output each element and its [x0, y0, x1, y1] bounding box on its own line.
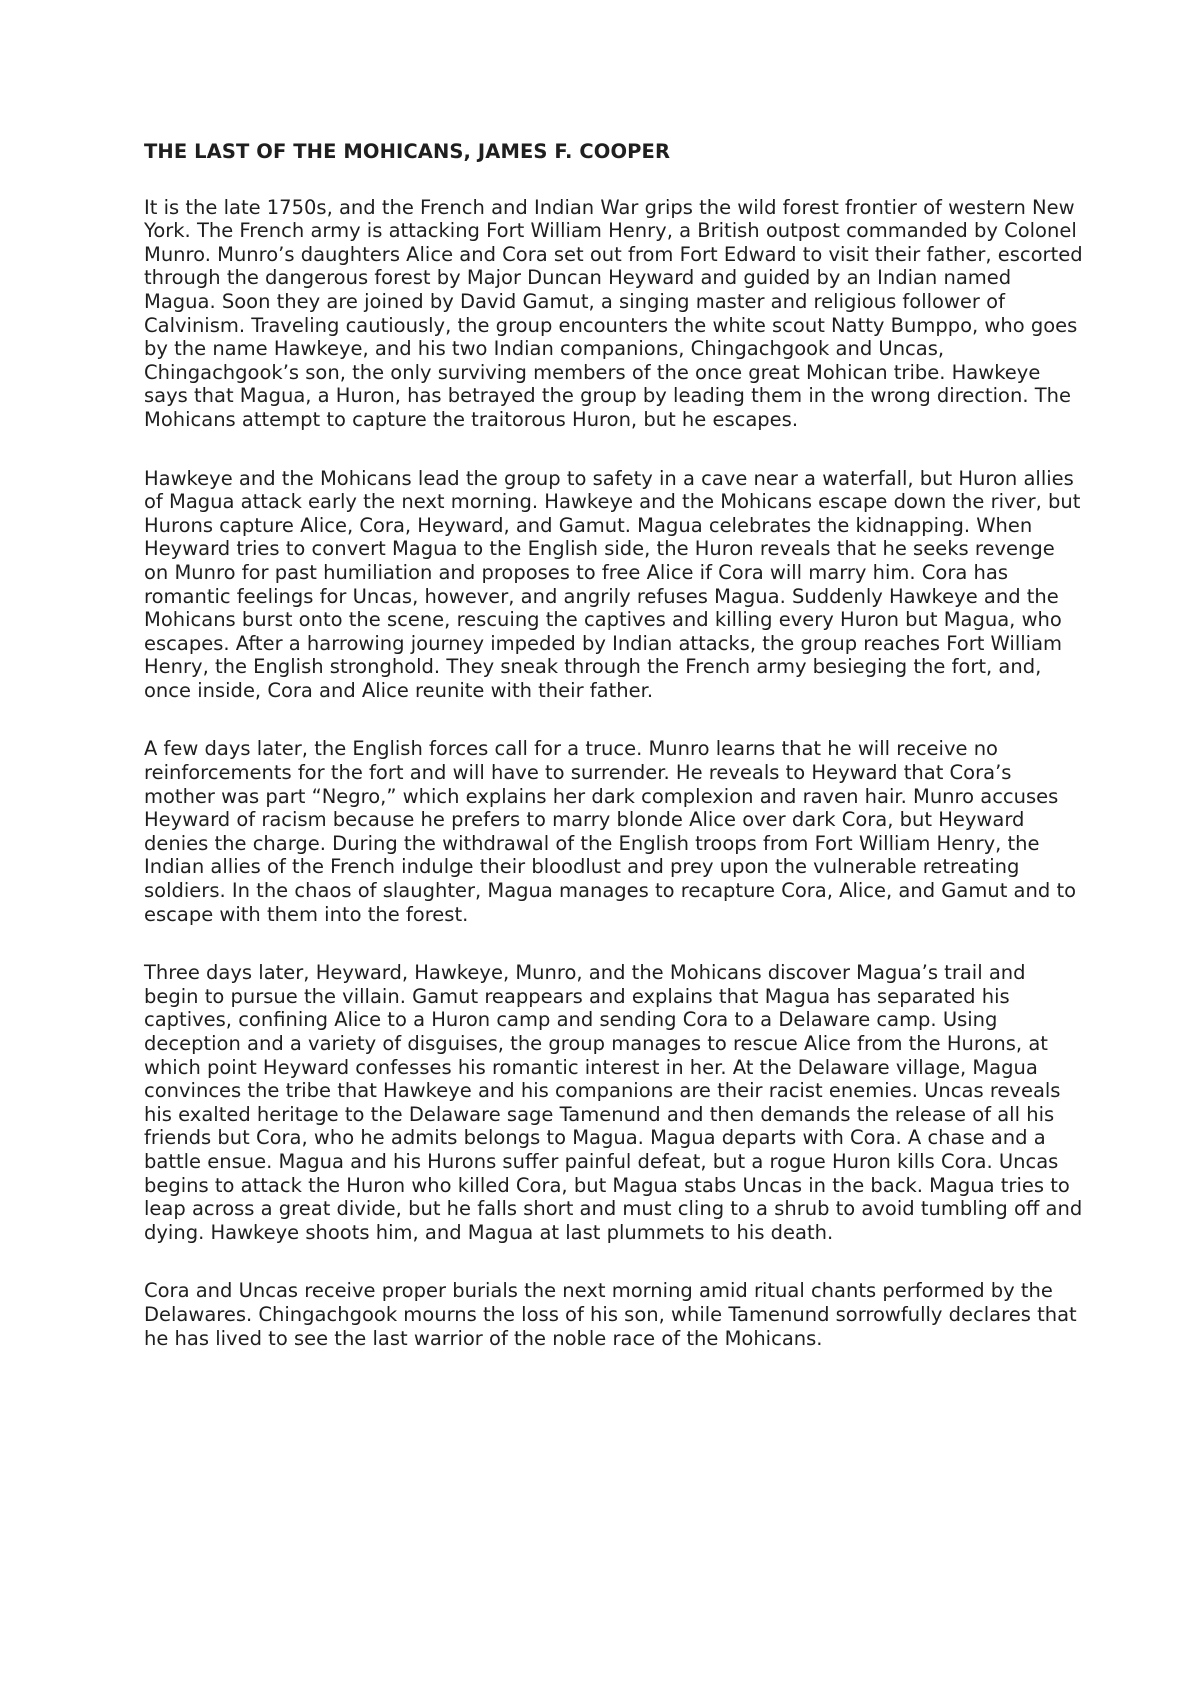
document-body [144, 140, 1084, 1385]
paragraph-1: It is the late 1750s, and the French and Indian War grips the wild forest frontier of western New York. The French army is attacking Fort William Henry, a British outpost commanded by Colonel Munro. Munro’s daughters Alice and Cora set out from Fort Edward to visit their father, escorted through the dangerous forest by Major Duncan Heyward and guided by an Indian named Magua. Soon they are joined by David Gamut, a singing master and religious follower of Calvinism. Traveling cautiously, the group encounters the white scout Natty Bumppo, who goes by the name Hawkeye, and his two Indian companions, Chingachgook and Uncas, Chingachgook’s son, the only surviving members of the once great Mohican tribe. Hawkeye says that Magua, a Huron, has betrayed the group by leading them in the wrong direction. The Mohicans attempt to capture the traitorous Huron, but he escapes. [144, 195, 1083, 431]
document-title: THE LAST OF THE MOHICANS, JAMES F. COOPER [144, 140, 671, 163]
paragraph-3: A few days later, the English forces call for a truce. Munro learns that he will receive no reinforcements for the fort and will have to surrender. He reveals to Heyward that Cora’s mother was part “Negro,” which explains her dark complexion and raven hair. Munro accuses Heyward of racism because he prefers to marry blonde Alice over dark Cora, but Heyward denies the charge. During the withdrawal of the English troops from Fort William Henry, the Indian allies of the French indulge their bloodlust and prey upon the vulnerable retreating soldiers. In the chaos of slaughter, Magua manages to recapture Cora, Alice, and Gamut and to escape with them into the forest. [144, 737, 1077, 926]
paragraph-4: Three days later, Heyward, Hawkeye, Munro, and the Mohicans discover Magua’s trail and begin to pursue the villain. Gamut reappears and explains that Magua has separated his captives, confining Alice to a Huron camp and sending Cora to a Delaware camp. Using deception and a variety of disguises, the group manages to rescue Alice from the Hurons, at which point Heyward confesses his romantic interest in her. At the Delaware village, Magua convinces the tribe that Hawkeye and his companions are their racist enemies. Uncas reveals his exalted heritage to the Delaware sage Tamenund and then demands the release of all his friends but Cora, who he admits belongs to Magua. Magua departs with Cora. A chase and a battle ensue. Magua and his Hurons suffer painful defeat, but a rogue Huron kills Cora. Uncas begins to attack the Huron who killed Cora, but Magua stabs Uncas in the back. Magua tries to leap across a great divide, but he falls short and must cling to a shrub to avoid tumbling off and dying. Hawkeye shoots him, and Magua at last plummets to his death. [144, 961, 1083, 1244]
paragraph-5: Cora and Uncas receive proper burials the next morning amid ritual chants performed by the Delawares. Chingachgook mourns the loss of his son, while Tamenund sorrowfully declares that he has lived to see the last warrior of the noble race of the Mohicans. [144, 1279, 1077, 1350]
paragraph-2: Hawkeye and the Mohicans lead the group to safety in a cave near a waterfall, but Huron allies of Magua attack early the next morning. Hawkeye and the Mohicans escape down the river, but Hurons capture Alice, Cora, Heyward, and Gamut. Magua celebrates the kidnapping. When Heyward tries to convert Magua to the English side, the Huron reveals that he seeks revenge on Munro for past humiliation and proposes to free Alice if Cora will marry him. Cora has romantic feelings for Uncas, however, and angrily refuses Magua. Suddenly Hawkeye and the Mohicans burst onto the scene, rescuing the captives and killing every Huron but Magua, who escapes. After a harrowing journey impeded by Indian attacks, the group reaches Fort William Henry, the English stronghold. They sneak through the French army besieging the fort, and, once inside, Cora and Alice reunite with their father. [144, 466, 1081, 702]
